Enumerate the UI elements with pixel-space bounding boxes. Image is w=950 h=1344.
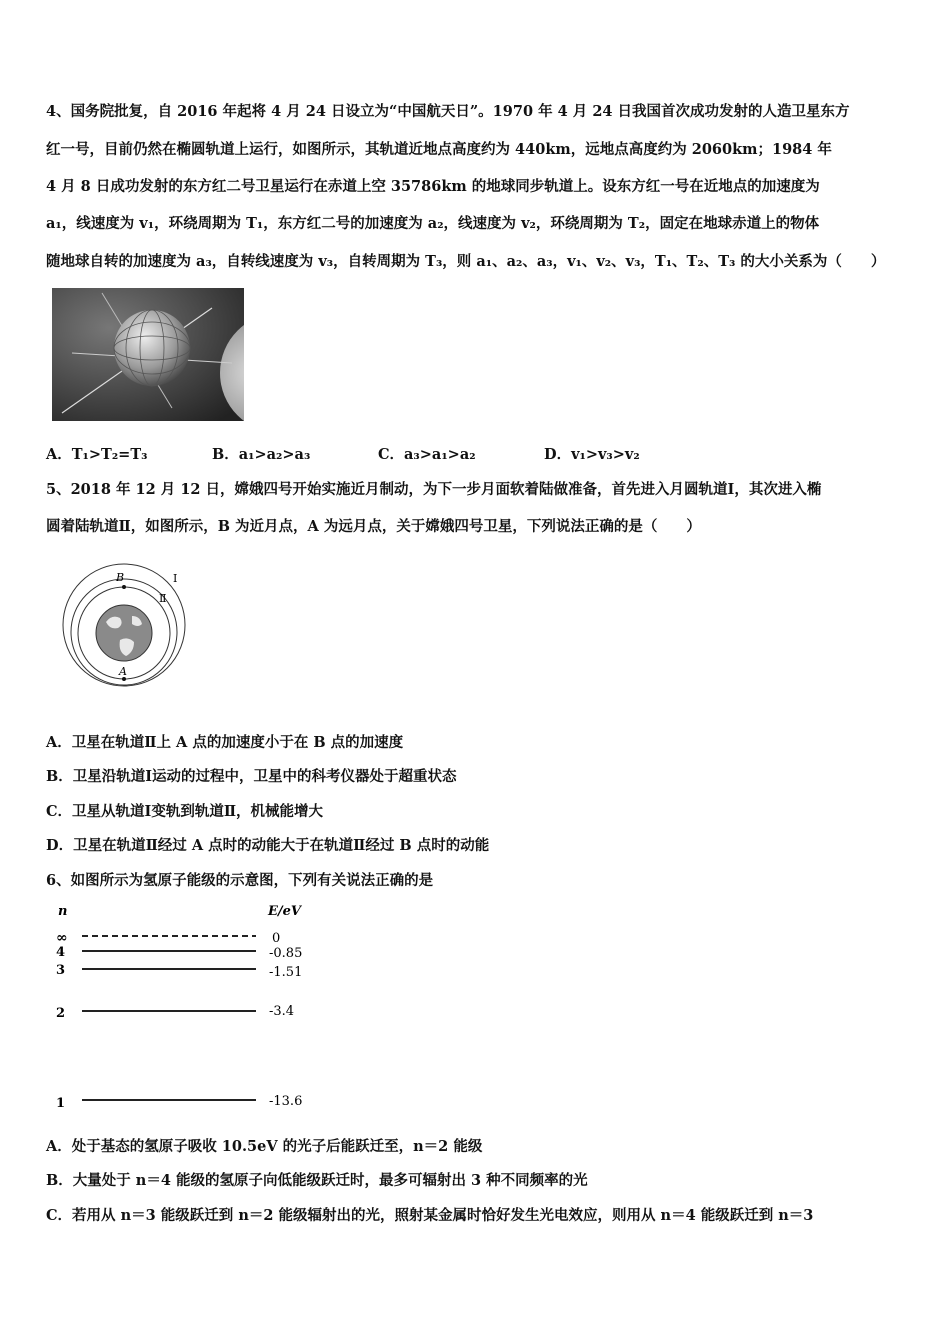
point-a-label: A <box>119 665 127 678</box>
point-b-label: B <box>116 571 125 584</box>
q6-option-c: C．若用从 n＝3 能级跃迁到 n＝2 能级辐射出的光，照射某金属时恰好发生光电效应，则用从 n＝4 能级跃迁到 n＝3 <box>46 1207 814 1224</box>
level-e-1: -13.6 <box>269 1094 303 1109</box>
energy-axis-header: E/eV <box>268 904 302 919</box>
q6-option-b: B．大量处于 n＝4 能级的氢原子向低能级跃迁时，最多可辐射出 3 种不同频率的光 <box>46 1172 588 1189</box>
level-n-3: 3 <box>56 963 66 978</box>
q4-option-c: C．a₃>a₁>a₂ <box>378 446 476 463</box>
q5-line-1: 5、2018 年 12 月 12 日，嫦娥四号开始实施近月制动，为下一步月面软着陆做准备，首先进入月圆轨道Ⅰ，其次进入椭 <box>46 481 822 498</box>
n-axis-header: n <box>58 904 68 919</box>
orbit-2-label: Ⅱ <box>159 592 167 605</box>
orbit-1-label: Ⅰ <box>173 572 178 585</box>
level-e-4: -0.85 <box>269 946 303 961</box>
q5-option-b: B．卫星沿轨道Ⅰ运动的过程中，卫星中的科考仪器处于超重状态 <box>46 768 457 785</box>
q4-line-5: 随地球自转的加速度为 a₃，自转线速度为 v₃，自转周期为 T₃，则 a₁、a₂、a₃，v₁、v₂、v₃，T₁、T₂、T₃ 的大小关系为（ ） <box>46 253 886 270</box>
q4-option-b: B．a₁>a₂>a₃ <box>212 446 311 463</box>
lunar-orbit-diagram <box>58 562 198 692</box>
q6-line: 6、如图所示为氢原子能级的示意图，下列有关说法正确的是 <box>46 872 434 889</box>
q5-option-d: D．卫星在轨道Ⅱ经过 A 点时的动能大于在轨道Ⅱ经过 B 点时的动能 <box>46 837 490 854</box>
level-n-inf: ∞ <box>56 930 68 946</box>
q6-option-a: A．处于基态的氢原子吸收 10.5eV 的光子后能跃迁至，n＝2 能级 <box>46 1138 483 1155</box>
q4-line-2: 红一号，目前仍然在椭圆轨道上运行，如图所示，其轨道近地点高度约为 440km，远地点高度约为 2060km；1984 年 <box>46 141 832 158</box>
level-e-3: -1.51 <box>269 965 303 980</box>
q4-option-d: D．v₁>v₃>v₂ <box>544 446 640 463</box>
q5-line-2: 圆着陆轨道Ⅱ，如图所示，B 为近月点，A 为远月点，关于嫦娥四号卫星，下列说法正确的是（ ） <box>46 518 701 535</box>
q5-option-c: C．卫星从轨道Ⅰ变轨到轨道Ⅱ，机械能增大 <box>46 803 324 820</box>
level-e-2: -3.4 <box>269 1004 295 1019</box>
q4-line-1: 4、国务院批复，自 2016 年起将 4 月 24 日设立为“中国航天日”。1970 年 4 月 24 日我国首次成功发射的人造卫星东方 <box>46 103 850 120</box>
energy-level-diagram <box>50 902 320 1114</box>
q5-option-a: A．卫星在轨道Ⅱ上 A 点的加速度小于在 B 点的加速度 <box>46 734 404 751</box>
q4-line-3: 4 月 8 日成功发射的东方红二号卫星运行在赤道上空 35786km 的地球同步轨道上。设东方红一号在近地点的加速度为 <box>46 178 820 195</box>
q4-line-4: a₁，线速度为 v₁，环绕周期为 T₁，东方红二号的加速度为 a₂，线速度为 v₂，环绕周期为 T₂，固定在地球赤道上的物体 <box>46 215 820 232</box>
level-n-2: 2 <box>56 1006 66 1021</box>
level-n-1: 1 <box>56 1096 66 1111</box>
level-n-4: 4 <box>56 945 66 960</box>
level-e-inf: 0 <box>272 931 281 946</box>
satellite-photo <box>52 288 244 421</box>
q4-option-a: A．T₁>T₂=T₃ <box>46 446 148 463</box>
